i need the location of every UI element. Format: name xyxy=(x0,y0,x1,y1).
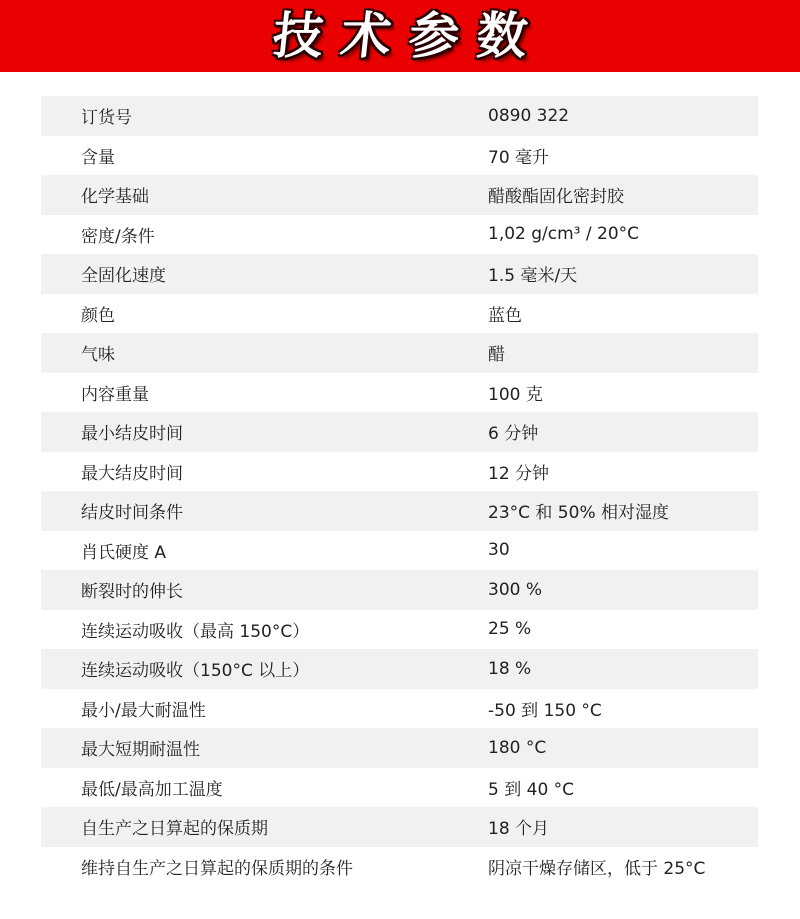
spec-row xyxy=(41,136,758,176)
spec-row xyxy=(41,373,758,413)
title-banner xyxy=(0,0,800,72)
spec-label: 最小结皮时间 xyxy=(81,424,183,445)
page-title: 技术参数 xyxy=(269,6,549,65)
spec-label: 化学基础 xyxy=(81,187,149,208)
spec-value: 23°C 和 50% 相对湿度 xyxy=(488,503,669,524)
spec-row xyxy=(41,452,758,492)
spec-row xyxy=(41,531,758,571)
spec-label: 密度/条件 xyxy=(81,226,155,247)
spec-row xyxy=(41,807,758,847)
spec-value: 300 % xyxy=(488,579,543,600)
spec-row xyxy=(41,610,758,650)
spec-label: 最低/最高加工温度 xyxy=(81,779,223,800)
spec-value: 18 % xyxy=(488,658,532,679)
spec-row xyxy=(41,689,758,729)
spec-value: 5 到 40 °C xyxy=(488,779,575,800)
spec-value: 蓝色 xyxy=(488,305,522,326)
spec-row xyxy=(41,728,758,768)
spec-row xyxy=(41,768,758,808)
spec-value: -50 到 150 °C xyxy=(488,700,602,721)
spec-label: 全固化速度 xyxy=(81,266,166,287)
spec-value: 阴凉干燥存储区，低于 25°C xyxy=(488,858,706,879)
spec-row xyxy=(41,412,758,452)
spec-label: 连续运动吸收（150°C 以上） xyxy=(81,661,310,682)
spec-row xyxy=(41,570,758,610)
spec-row xyxy=(41,491,758,531)
spec-value: 18 个月 xyxy=(488,819,550,840)
spec-value: 1.5 毫米/天 xyxy=(488,266,578,287)
spec-row xyxy=(41,294,758,334)
banner-spacer xyxy=(0,72,800,96)
spec-label: 颜色 xyxy=(81,305,115,326)
spec-row xyxy=(41,96,758,136)
spec-label: 最大短期耐温性 xyxy=(81,740,200,761)
spec-value: 6 分钟 xyxy=(488,424,539,445)
spec-label: 内容重量 xyxy=(81,384,149,405)
spec-label: 气味 xyxy=(81,345,115,366)
spec-table xyxy=(41,96,758,886)
spec-row xyxy=(41,254,758,294)
spec-row xyxy=(41,649,758,689)
spec-value: 1,02 g/cm³ / 20°C xyxy=(488,224,640,245)
spec-value: 100 克 xyxy=(488,384,543,405)
spec-row xyxy=(41,215,758,255)
spec-value: 醋酸酯固化密封胶 xyxy=(488,187,624,208)
spec-label: 自生产之日算起的保质期 xyxy=(81,819,268,840)
spec-row xyxy=(41,847,758,887)
spec-row xyxy=(41,175,758,215)
spec-label: 结皮时间条件 xyxy=(81,503,183,524)
spec-label: 最小/最大耐温性 xyxy=(81,700,206,721)
spec-value: 70 毫升 xyxy=(488,147,550,168)
spec-value: 25 % xyxy=(488,619,532,640)
spec-value: 30 xyxy=(488,540,510,561)
spec-value: 180 °C xyxy=(488,737,547,758)
spec-row xyxy=(41,333,758,373)
spec-value: 醋 xyxy=(488,345,505,366)
spec-value: 0890 322 xyxy=(488,105,570,126)
spec-value: 12 分钟 xyxy=(488,463,550,484)
spec-label: 含量 xyxy=(81,147,115,168)
spec-label: 订货号 xyxy=(81,108,132,129)
spec-label: 连续运动吸收（最高 150°C） xyxy=(81,621,310,642)
spec-label: 维持自生产之日算起的保质期的条件 xyxy=(81,858,353,879)
spec-label: 最大结皮时间 xyxy=(81,463,183,484)
spec-label: 断裂时的伸长 xyxy=(81,582,183,603)
spec-label: 肖氏硬度 A xyxy=(81,542,167,563)
